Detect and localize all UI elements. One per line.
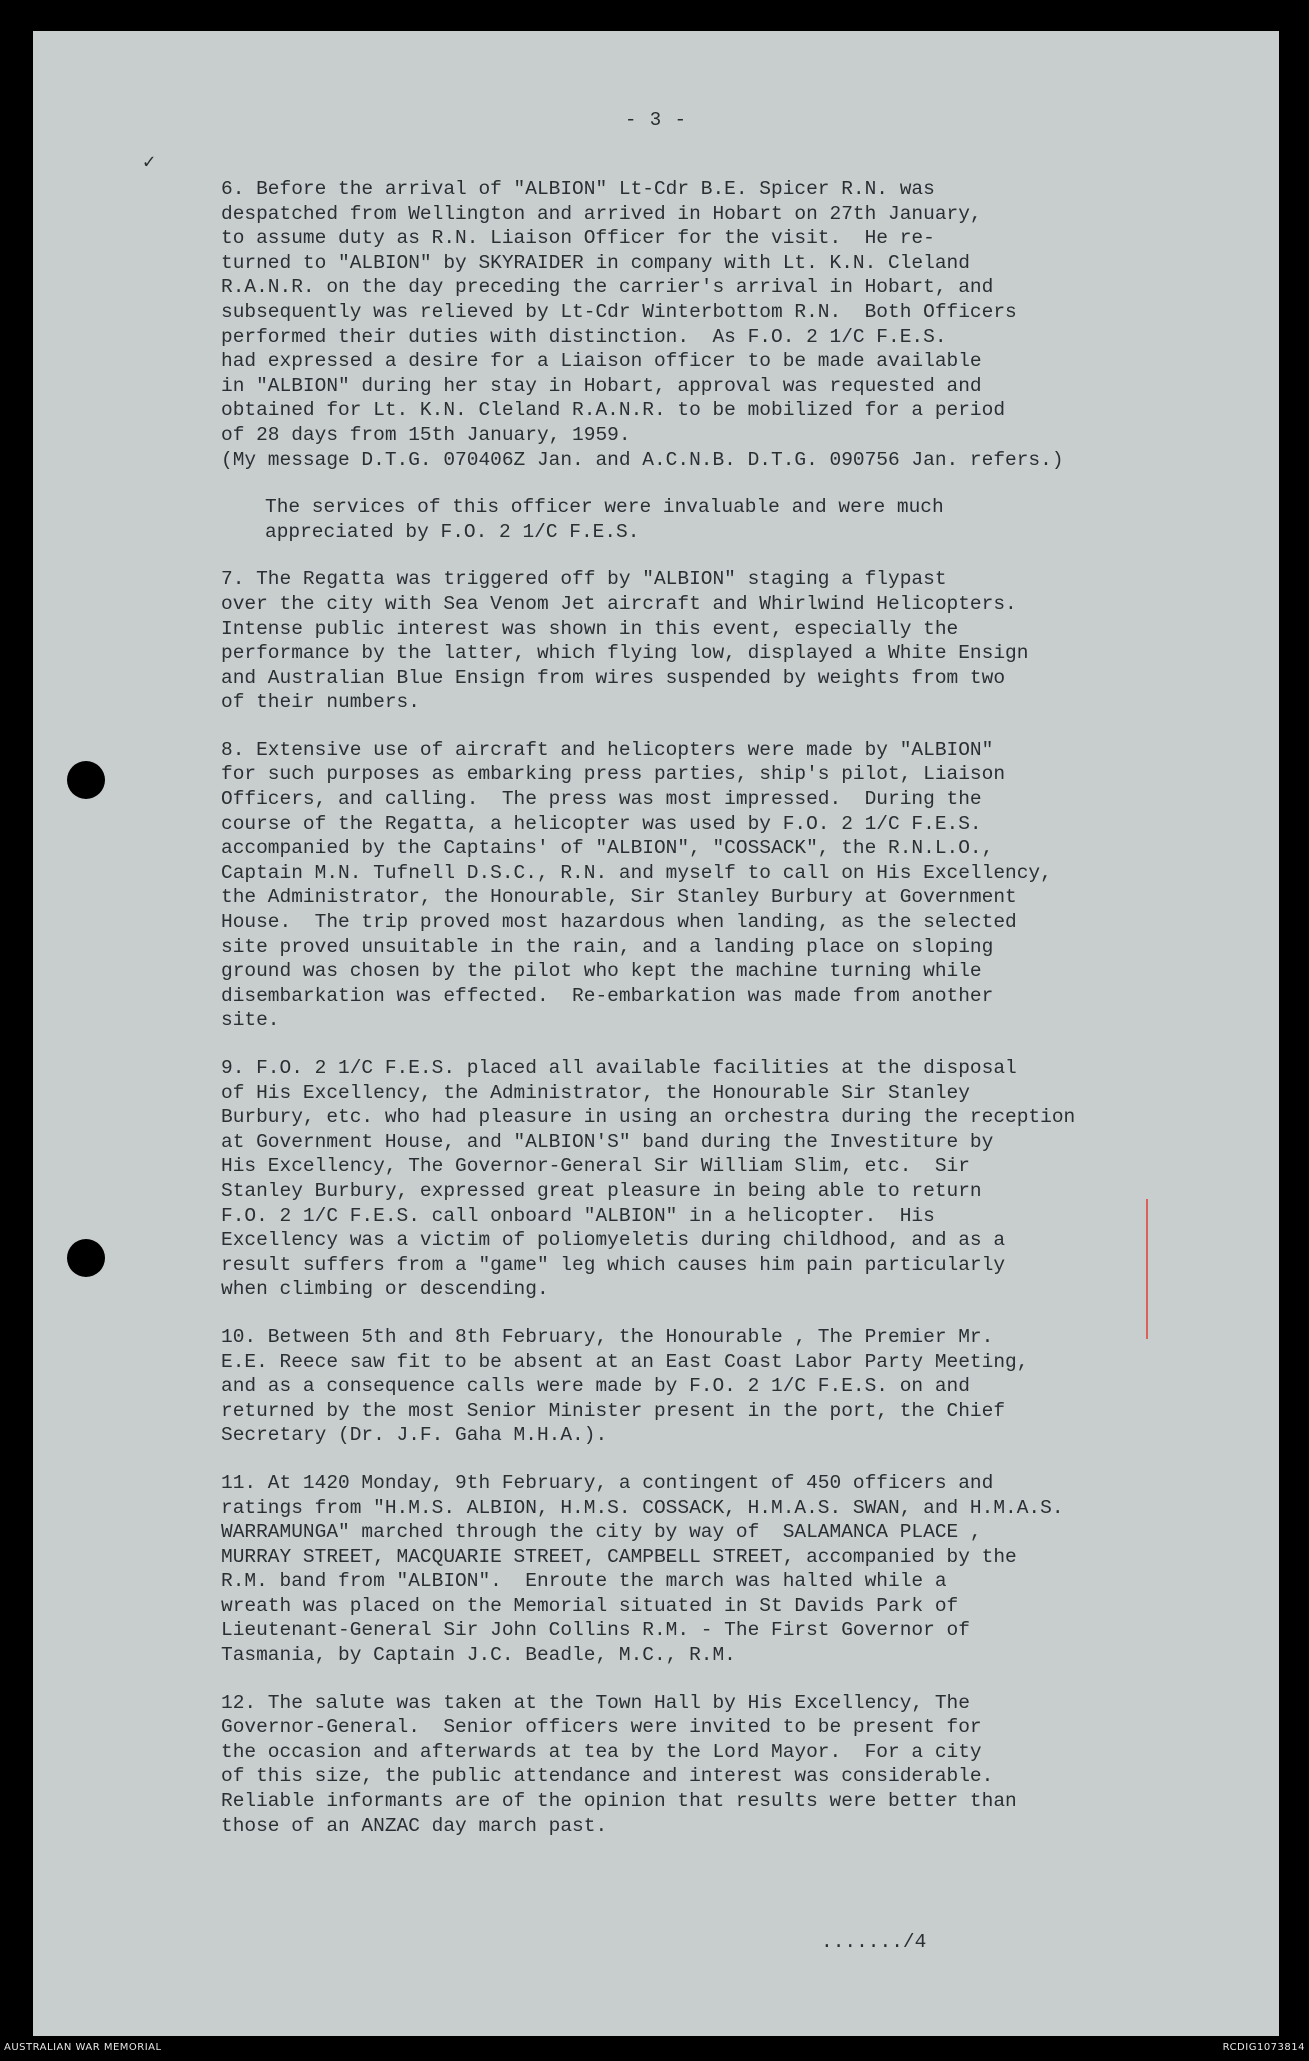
text-line: Excellency was a victim of poliomyeletis during childhood, and as a — [221, 1229, 1006, 1252]
text-line: Governor-General. Senior officers were invited to be present for — [221, 1716, 982, 1739]
text-line: disembarkation was effected. Re-embarkation was made from another — [221, 984, 994, 1007]
text-line: Officers, and calling. The press was most impressed. During the — [221, 788, 982, 811]
text-line: 6. Before the arrival of "ALBION" Lt-Cdr B.E. Spicer R.N. was — [221, 178, 935, 200]
text-line: appreciated by F.O. 2 1/C F.E.S. — [265, 520, 640, 543]
text-line: course of the Regatta, a helicopter was used by F.O. 2 1/C F.E.S. — [221, 812, 982, 835]
text-line: returned by the most Senior Minister present in the port, the Chief — [221, 1399, 1006, 1422]
text-line: subsequently was relieved by Lt-Cdr Winterbottom R.N. Both Officers — [221, 300, 1017, 323]
text-line: His Excellency, The Governor-General Sir William Slim, etc. Sir — [221, 1155, 970, 1178]
paragraph-p12 — [221, 1691, 1211, 1839]
text-line: performance by the latter, which flying low, displayed a White Ensign — [221, 642, 1029, 665]
text-line: had expressed a desire for a Liaison officer to be made available — [221, 350, 982, 373]
punch-hole-top — [67, 761, 105, 799]
text-line: of 28 days from 15th January, 1959. — [221, 423, 631, 446]
text-line: House. The trip proved most hazardous when landing, as the selected — [221, 911, 1017, 934]
text-line: site proved unsuitable in the rain, and a landing place on sloping — [221, 935, 994, 958]
text-line: Stanley Burbury, expressed great pleasure in being able to return — [221, 1179, 982, 1202]
text-line: ratings from "H.M.S. ALBION, H.M.S. COSSACK, H.M.A.S. SWAN, and H.M.A.S. — [221, 1496, 1064, 1519]
footer-reference: RCDIG1073814 — [1222, 2042, 1305, 2053]
document-page — [33, 31, 1279, 2036]
text-line: in "ALBION" during her stay in Hobart, approval was requested and — [221, 374, 982, 397]
text-line: the Administrator, the Honourable, Sir Stanley Burbury at Government — [221, 886, 1017, 909]
text-line: result suffers from a "game" leg which causes him pain particularly — [221, 1253, 1006, 1276]
text-line: site. — [221, 1009, 280, 1032]
text-line: accompanied by the Captains' of "ALBION", "COSSACK", the R.N.L.O., — [221, 837, 994, 860]
paragraph-p6 — [221, 177, 1211, 472]
text-line: (My message D.T.G. 070406Z Jan. and A.C.N.B. D.T.G. 090756 Jan. refers.) — [221, 448, 1064, 471]
text-line: of their numbers. — [221, 691, 420, 714]
text-line: the occasion and afterwards at tea by the Lord Mayor. For a city — [221, 1740, 982, 1763]
text-line: when climbing or descending. — [221, 1278, 549, 1301]
text-line: at Government House, and "ALBION'S" band during the Investiture by — [221, 1130, 994, 1153]
text-line: over the city with Sea Venom Jet aircraft and Whirlwind Helicopters. — [221, 592, 1017, 615]
page-number: - 3 - — [624, 109, 687, 131]
paragraph-p6b — [221, 495, 1211, 544]
text-line: wreath was placed on the Memorial situated in St Davids Park of — [221, 1594, 959, 1617]
text-line: Secretary (Dr. J.F. Gaha M.H.A.). — [221, 1424, 608, 1447]
paragraph-p7 — [221, 567, 1211, 715]
paragraph-p8 — [221, 738, 1211, 1033]
text-line: 7. The Regatta was triggered off by "ALBION" staging a flypast — [221, 568, 947, 591]
archive-footer — [0, 2036, 1309, 2061]
text-line: performed their duties with distinction. As F.O. 2 1/C F.E.S. — [221, 325, 947, 348]
text-line: obtained for Lt. K.N. Cleland R.A.N.R. to be mobilized for a period — [221, 399, 1006, 422]
text-line: Captain M.N. Tufnell D.S.C., R.N. and myself to call on His Excellency, — [221, 861, 1052, 884]
text-line: R.A.N.R. on the day preceding the carrier's arrival in Hobart, and — [221, 276, 994, 299]
text-line: Reliable informants are of the opinion that results were better than — [221, 1790, 1017, 1813]
text-line: Tasmania, by Captain J.C. Beadle, M.C., R.M. — [221, 1644, 736, 1667]
text-line: Intense public interest was shown in this event, especially the — [221, 617, 959, 640]
text-line: of this size, the public attendance and interest was considerable. — [221, 1765, 994, 1788]
text-line: of His Excellency, the Administrator, the Honourable Sir Stanley — [221, 1081, 970, 1104]
text-line: MURRAY STREET, MACQUARIE STREET, CAMPBELL STREET, accompanied by the — [221, 1545, 1017, 1568]
text-line: R.M. band from "ALBION". Enroute the march was halted while a — [221, 1570, 947, 1593]
text-line: E.E. Reece saw fit to be absent at an East Coast Labor Party Meeting, — [221, 1350, 1029, 1373]
text-line: and as a consequence calls were made by F.O. 2 1/C F.E.S. on and — [221, 1375, 970, 1398]
text-line: turned to "ALBION" by SKYRAIDER in company with Lt. K.N. Cleland — [221, 251, 970, 274]
paragraph-p10 — [221, 1325, 1211, 1448]
document-body — [221, 177, 1211, 1861]
continued-marker: ......./4 — [821, 1931, 927, 1953]
text-line: and Australian Blue Ensign from wires suspended by weights from two — [221, 666, 1006, 689]
handwritten-tick-mark: ✓ — [143, 152, 156, 175]
text-line: for such purposes as embarking press parties, ship's pilot, Liaison — [221, 763, 1006, 786]
text-line: Burbury, etc. who had pleasure in using an orchestra during the reception — [221, 1106, 1076, 1129]
text-line: ground was chosen by the pilot who kept the machine turning while — [221, 960, 982, 983]
text-line: WARRAMUNGA" marched through the city by way of SALAMANCA PLACE , — [221, 1521, 982, 1544]
paragraph-p9 — [221, 1056, 1211, 1302]
text-line: 12. The salute was taken at the Town Hall by His Excellency, The — [221, 1691, 970, 1714]
text-line: despatched from Wellington and arrived in Hobart on 27th January, — [221, 202, 982, 225]
text-line: The services of this officer were invaluable and were much — [265, 496, 944, 519]
paragraph-p11 — [221, 1471, 1211, 1668]
footer-source: AUSTRALIAN WAR MEMORIAL — [4, 2042, 162, 2053]
text-line: F.O. 2 1/C F.E.S. call onboard "ALBION" in a helicopter. His — [221, 1204, 935, 1227]
text-line: 8. Extensive use of aircraft and helicopters were made by "ALBION" — [221, 738, 994, 761]
punch-hole-bottom — [67, 1239, 105, 1277]
text-line: 11. At 1420 Monday, 9th February, a contingent of 450 officers and — [221, 1471, 994, 1494]
text-line: 9. F.O. 2 1/C F.E.S. placed all available facilities at the disposal — [221, 1057, 1017, 1079]
text-line: to assume duty as R.N. Liaison Officer for the visit. He re- — [221, 227, 935, 250]
text-line: those of an ANZAC day march past. — [221, 1814, 608, 1837]
text-line: Lieutenant-General Sir John Collins R.M. - The First Governor of — [221, 1619, 970, 1642]
text-line: 10. Between 5th and 8th February, the Honourable , The Premier Mr. — [221, 1325, 994, 1348]
